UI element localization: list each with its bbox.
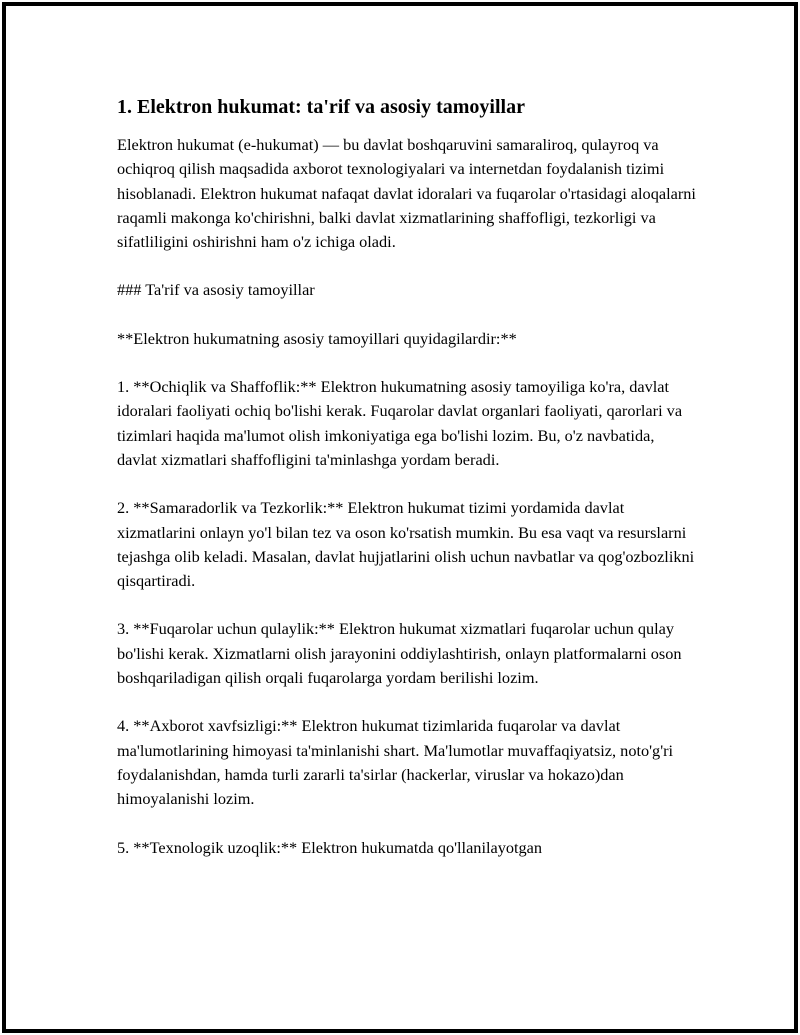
subheading-paragraph: ### Ta'rif va asosiy tamoyillar	[117, 280, 315, 300]
principle-2-paragraph: 2. **Samaradorlik va Tezkorlik:** Elektron hukumat tizimi yordamida davlat xizmatlarini onlayn yo'l bilan tez va oson ko'rsatish mumkin. Bu esa vaqt va resurslarni tejashga olib keladi. Masalan, davlat hujjatlarini olish uchun navbatlar va qog'ozbozlikni qisqartiradi.	[117, 498, 695, 591]
document-title: 1. Elektron hukumat: ta'rif va asosiy tamoyillar	[117, 96, 525, 118]
document-body	[117, 94, 697, 860]
principles-intro-paragraph: **Elektron hukumatning asosiy tamoyillari quyidagilardir:**	[117, 328, 517, 348]
principle-5-paragraph: 5. **Texnologik uzoqlik:** Elektron hukumatda qo'llanilayotgan	[117, 837, 543, 857]
principle-4-paragraph: 4. **Axborot xavfsizligi:** Elektron hukumat tizimlarida fuqarolar va davlat ma'lumotlarining himoyasi ta'minlanishi shart. Ma'lumotlar muvaffaqiyatsiz, noto'g'ri foydalanishdan, hamda turli zararli ta'sirlar (hackerlar, viruslar va hokazo)dan himoyalanishi lozim.	[117, 716, 674, 809]
principle-3-paragraph: 3. **Fuqarolar uchun qulaylik:** Elektron hukumat xizmatlari fuqarolar uchun qulay bo'lishi kerak. Xizmatlarni olish jarayonini oddiylashtirish, onlayn platformalarni oson boshqariladigan qilish orqali fuqarolarga yordam berilishi lozim.	[117, 619, 682, 688]
principle-1-paragraph: 1. **Ochiqlik va Shaffoflik:** Elektron hukumatning asosiy tamoyiliga ko'ra, davlat idoralari faoliyati ochiq bo'lishi kerak. Fuqarolar davlat organlari faoliyati, qarorlari va tizimlari haqida ma'lumot olish imkoniyatiga ega bo'lishi lozim. Bu, o'z navbatida, davlat xizmatlari shaffofligini ta'minlashga yordam beradi.	[117, 377, 683, 469]
intro-paragraph: Elektron hukumat (e-hukumat) — bu davlat boshqaruvini samaraliroq, qulayroq va ochiqroq qilish maqsadida axborot texnologiyalari va internetdan foydalanish tizimi hisoblanadi. Elektron hukumat nafaqat davlat idoralari va fuqarolar o'rtasidagi aloqalarni raqamli makonga ko'chirishni, balki davlat xizmatlarining shaffofligi, tezkorligi va sifatliligini oshirishni ham o'z ichiga oladi.	[117, 135, 696, 252]
